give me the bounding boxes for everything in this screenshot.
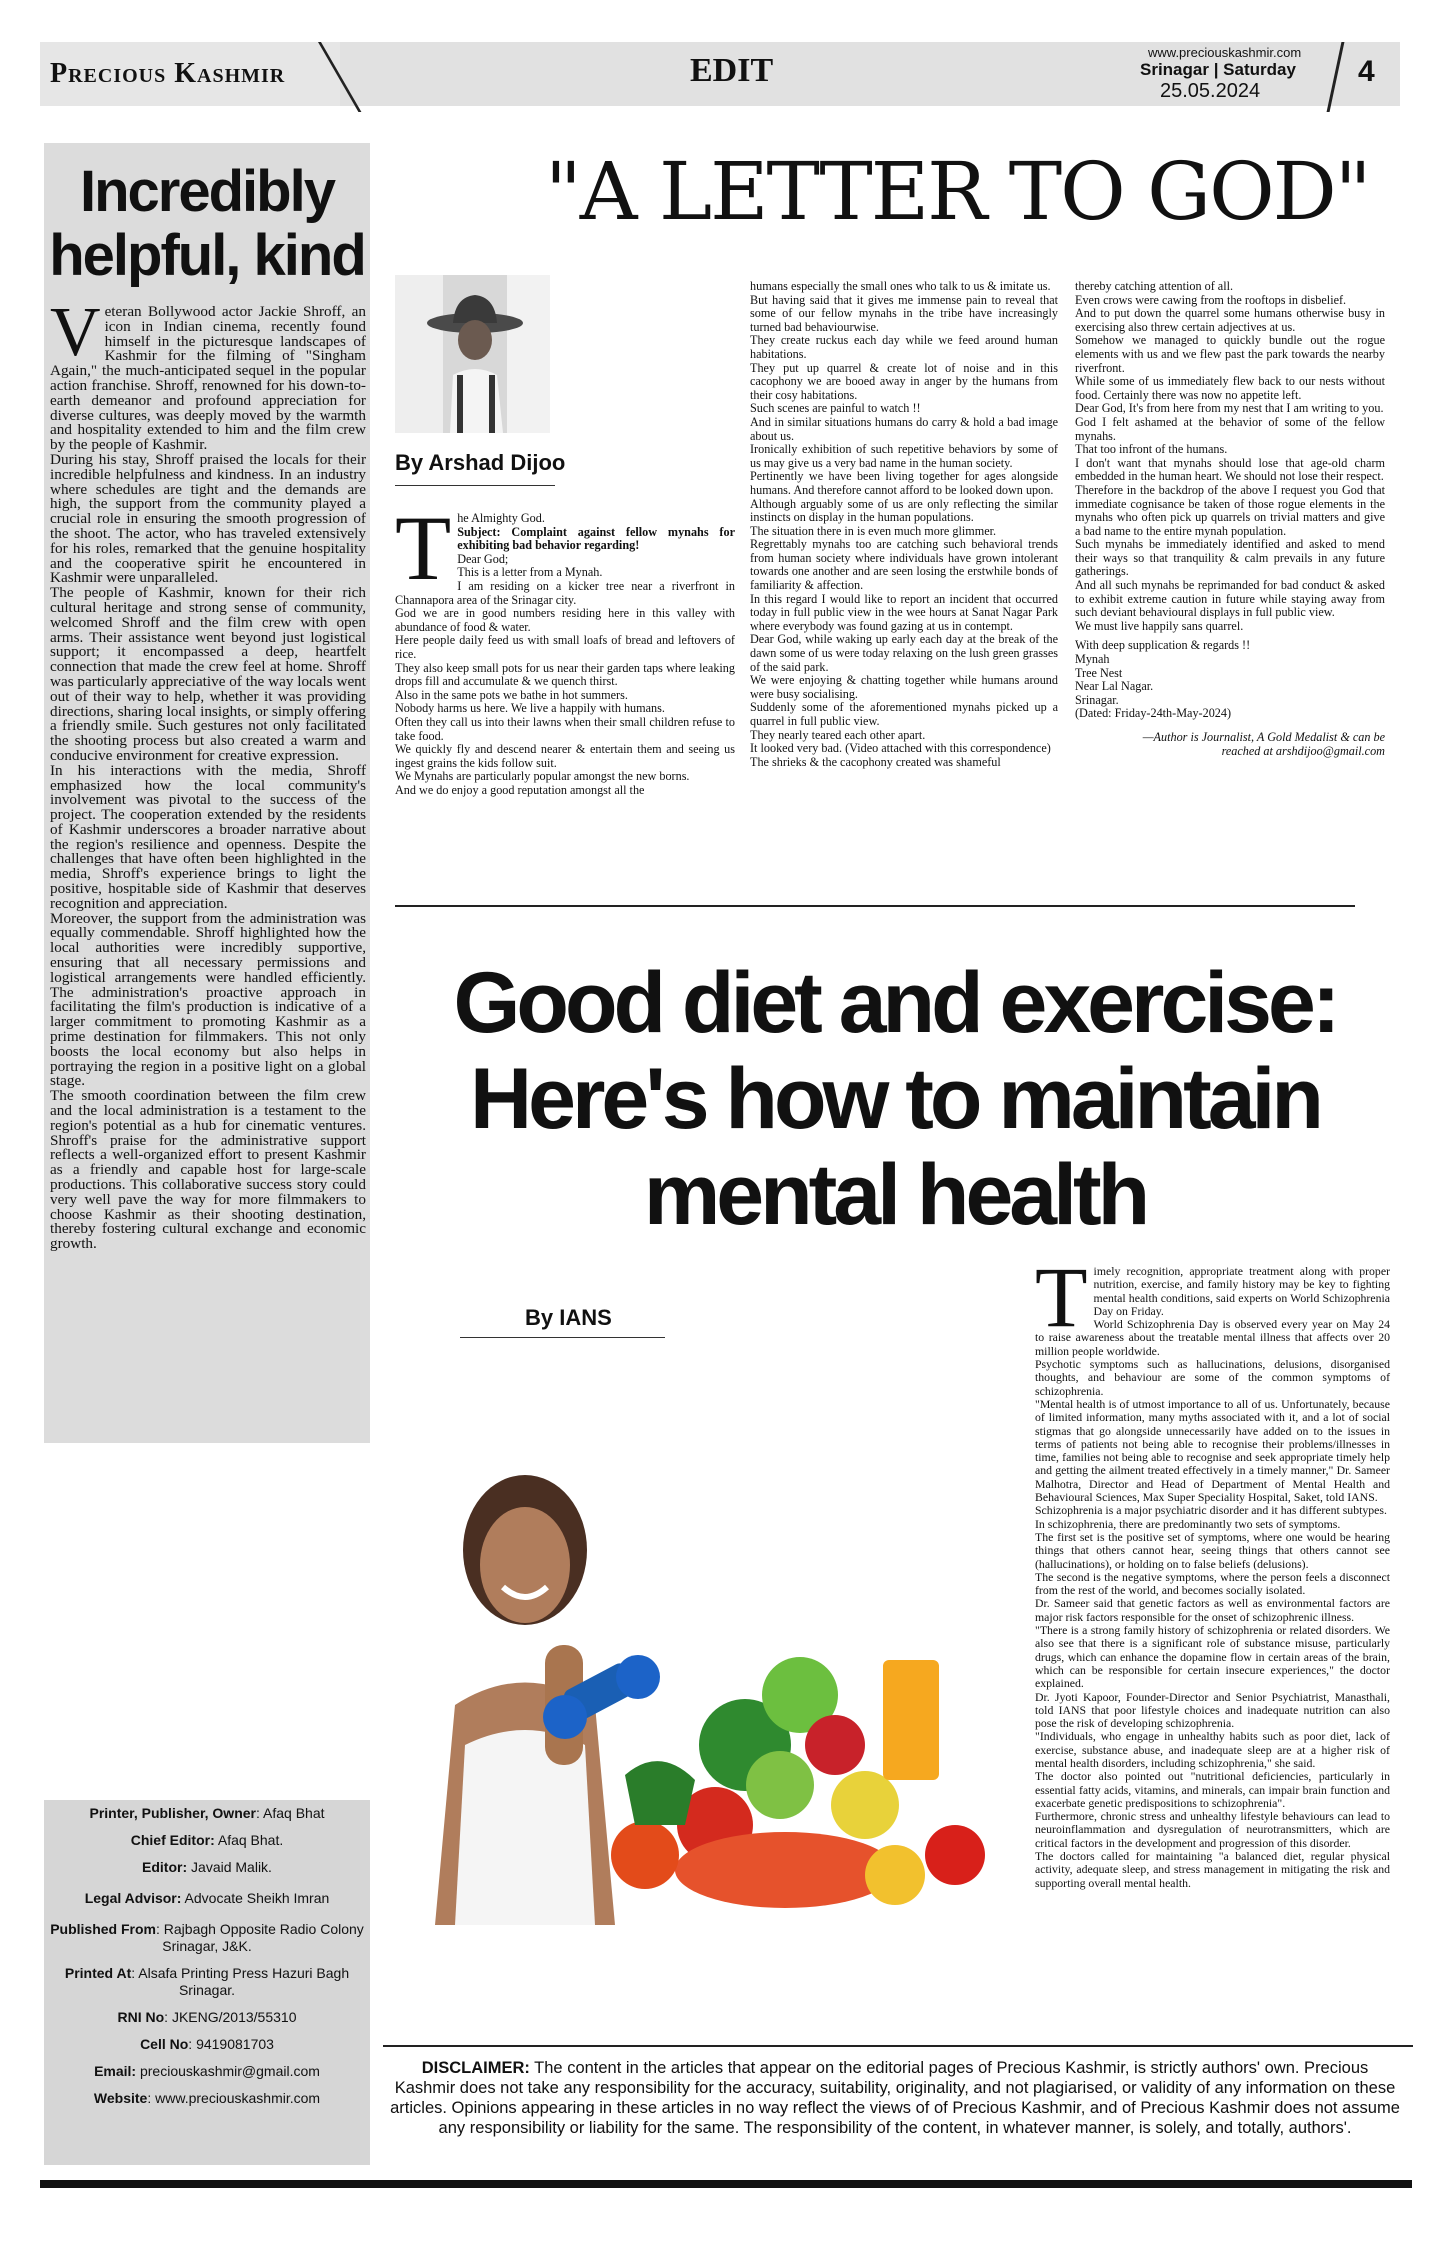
sidebar-body bbox=[50, 294, 366, 1253]
letter-signoff: Mynah bbox=[1075, 652, 1110, 667]
letter-paragraph: They put up quarrel & create lot of noise and in this cacophony we are booed away in anger by the humans from their cosy habitations. bbox=[750, 360, 1058, 402]
diet-paragraph: imely recognition, appropriate treatment along with proper nutrition, exercise, and family history may be key to fighting mental health conditions, said experts on World Schizophrenia Day on Friday. bbox=[1093, 1264, 1390, 1318]
section-label: EDIT bbox=[690, 52, 774, 89]
disclaimer bbox=[390, 2058, 1400, 2138]
diet-paragraph: The second is the negative symptoms, where the person feels a disconnect from the rest of the world, and becomes socially isolated. bbox=[1035, 1569, 1390, 1598]
letter-paragraph: Dear God, while waking up early each day at the break of the dawn some of us were today relaxing on the lush green grasses of the said park. bbox=[750, 632, 1058, 674]
author-note: —Author is Journalist, A Gold Medalist & can be bbox=[1142, 730, 1385, 744]
letter-paragraph: That too infront of the humans. bbox=[1075, 442, 1228, 457]
diet-paragraph: Dr. Sameer said that genetic factors as well as environmental factors are major risk factors responsible for the onset of schizophrenic illness. bbox=[1035, 1596, 1390, 1624]
letter-paragraph: The situation there in is even much more glimmer. bbox=[750, 523, 997, 538]
letter-paragraph: The shrieks & the cacophony created was shameful bbox=[750, 754, 1001, 769]
fitness-photo-icon bbox=[395, 1445, 1000, 1925]
imprint-line: Published From: Rajbagh Opposite Radio Colony Srinagar, J&K. bbox=[50, 1921, 364, 1954]
diet-headline-line: Good diet and exercise: bbox=[453, 955, 1337, 1051]
letter-paragraph: Nobody harms us here. We live a happily with humans. bbox=[395, 701, 665, 716]
letter-dropcap: T bbox=[395, 497, 452, 599]
imprint-line: Editor: Javaid Malik. bbox=[142, 1859, 272, 1875]
diet-paragraph: "Individuals, who engage in unhealthy habits such as poor diet, lack of exercise, substance abuse, and inadequate sleep are at a higher risk of mental health disorders, including schizophrenia," she said. bbox=[1035, 1729, 1390, 1770]
article-divider bbox=[395, 905, 1355, 907]
letter-paragraph: We Mynahs are particularly popular amongst the new borns. bbox=[395, 769, 690, 784]
letter-column-1 bbox=[395, 497, 735, 797]
letter-paragraph: They create ruckus each day while we feed around human habitations. bbox=[750, 333, 1058, 361]
letter-paragraph: thereby catching attention of all. bbox=[1075, 279, 1234, 293]
sidebar-paragraph: In his interactions with the media, Shroff emphasized how the local community's involvement was pivotal to the success of the project. The cooperation extended by the residents of Kashmir underscores a broader narrative about the region's resilience and openness. Despite the challenges that have often been highlighted in the media, Shroff's experience brings to light the positive, hospitable side of Kashmir that deserves recognition and appreciation. bbox=[50, 761, 366, 912]
diet-paragraph: Schizophrenia is a major psychiatric disorder and it has different subtypes. bbox=[1035, 1503, 1387, 1518]
imprint-line[interactable]: Email: preciouskashmir@gmail.com bbox=[94, 2063, 320, 2079]
diet-paragraph: The doctors called for maintaining "a balanced diet, regular physical activity, adequate sleep, and stress management in mitigating the risk and supporting overall mental health. bbox=[1035, 1849, 1390, 1890]
diet-paragraph: "Mental health is of utmost importance to all of us. Unfortunately, because of limited information, many myths associated with it, and a lot of social stigmas that go alongside unnecessarily have added on to the issues in terms of patients not being able to recognise their problems/illnesses in time, families not being able to recognise and seek appropriate timely help and getting the ailment treated effectively in a timely manner," Dr. Sameer Malhotra, Director and Head of Department of Mental Health and Behavioural Sciences, Max Super Speciality Hospital, Saket, told IANS. bbox=[1035, 1396, 1390, 1505]
page-number: 4 bbox=[1358, 55, 1375, 88]
diet-byline: By IANS bbox=[525, 1305, 612, 1330]
dateline: Srinagar | Saturday bbox=[1140, 60, 1296, 79]
letter-paragraph: God we are in good numbers residing here in this valley with abundance of food & water. bbox=[395, 606, 735, 634]
letter-paragraph: Regrettably mynahs too are catching such behavioral trends from human society where individuals have grown intolerant towards one another and are seen losing the erstwhile bonds of familiarity & affection. bbox=[750, 537, 1058, 593]
sidebar-paragraph: The people of Kashmir, known for their rich cultural heritage and strong sense of community, welcomed Shroff and the film crew with open arms. Their assistance went beyond just logistical support; it encompassed a deep, heartfelt connection that made the crew feel at home. Shroff was particularly appreciative of the way locals went out of their way to help, whether it was providing directions, sharing local insights, or simply offering a friendly smile. Such gestures not only facilitated the shooting process but also created a warm and conducive environment for creative expression. bbox=[50, 584, 366, 764]
letter-byline: By Arshad Dijoo bbox=[395, 450, 566, 475]
imprint-line: Legal Advisor: Advocate Sheikh Imran bbox=[84, 1890, 330, 1906]
byline-rule bbox=[460, 1337, 665, 1338]
letter-signoff: (Dated: Friday-24th-May-2024) bbox=[1075, 706, 1232, 721]
letter-paragraph: But having said that it gives me immense pain to reveal that some of our fellow mynahs in the tribe have increasingly turned bad behaviourwise. bbox=[750, 292, 1058, 334]
letter-paragraph: Ironically exhibition of such repetitive behaviors by some of us may give us a very bad name in the human society. bbox=[750, 442, 1058, 470]
letter-paragraph: We quickly fly and descend nearer & entertain them and seeing us ingest grains the kids follow suit. bbox=[395, 742, 735, 770]
letter-paragraph: I don't want that mynahs should lose that age-old charm embedded in the human heart. We should not lose their respect. bbox=[1075, 455, 1385, 484]
letter-paragraph: We were enjoying & chatting together while humans around were busy socialising. bbox=[750, 673, 1058, 701]
sidebar-paragraph: eteran Bollywood actor Jackie Shroff, an icon in Indian cinema, recently found himself in the picturesque landscapes of Kashmir for the filming of "Singham Again," the much-anticipated sequel in the popular action franchise. Shroff, renowned for his down-to-earth demeanor and profound appreciation for diverse cultures, was deeply moved by the warmth and hospitality extended to him and the film crew by the people of Kashmir. bbox=[50, 303, 366, 454]
diet-headline-line: mental health bbox=[643, 1147, 1147, 1243]
diet-paragraph: World Schizophrenia Day is observed every year on May 24 to raise awareness about the treatable mental illness that affects over 20 million people worldwide. bbox=[1035, 1317, 1390, 1358]
letter-paragraph: This is a letter from a Mynah. bbox=[457, 565, 603, 580]
sidebar-paragraph: During his stay, Shroff praised the locals for their incredible helpfulness and kindness. In an industry where schedules are tight and the demands are high, the support from the community played a crucial role in ensuring the smooth progression of the shoot. The actor, who has traveled extensively for his roles, remarked that the genuine hospitality and the cooperative spirit he encountered in Kashmir were unparalleled. bbox=[50, 450, 366, 587]
letter-paragraph: And to put down the quarrel some humans otherwise busy in exercising also threw certain adjectives at us. bbox=[1075, 306, 1385, 334]
letter-signoff: Near Lal Nagar. bbox=[1075, 679, 1154, 694]
letter-signoff: Srinagar. bbox=[1075, 692, 1119, 707]
website-url[interactable]: www.preciouskashmir.com bbox=[1148, 45, 1302, 60]
letter-paragraph: It looked very bad. (Video attached with this correspondence) bbox=[750, 741, 1051, 756]
letter-column-2 bbox=[750, 280, 1058, 769]
letter-paragraph: Also in the same pots we bathe in hot summers. bbox=[395, 687, 628, 702]
diet-paragraph: "There is a strong family history of schizophrenia or related disorders. We also see that there is a significant role of substance misuse, particularly drugs, which can enhance the dopamine flow in certain areas of the brain, which can be responsible for certain insecure experiences," the doctor explained. bbox=[1035, 1623, 1390, 1691]
masthead-title[interactable]: Precious Kashmir bbox=[50, 58, 286, 89]
letter-column-3 bbox=[1075, 280, 1385, 758]
letter-paragraph: Dear God, It's from here from my nest that I am writing to you. bbox=[1075, 401, 1384, 416]
diet-paragraph: The first set is the positive set of symptoms, where one would be hearing things that others cannot hear, seeing things that others cannot see (hallucinations), or holding on to false beliefs (delusions). bbox=[1035, 1529, 1390, 1571]
letter-paragraph: And all such mynahs be reprimanded for bad conduct & asked to exhibit extreme caution in future while staying away from such deviant behavioural displays in full public view. bbox=[1075, 578, 1385, 620]
issue-date: 25.05.2024 bbox=[1160, 80, 1261, 102]
letter-paragraph: And in similar situations humans do carry & hold a bad image about us. bbox=[750, 414, 1058, 443]
letter-paragraph: They nearly teared each other apart. bbox=[750, 727, 926, 742]
disclaimer-divider bbox=[383, 2045, 1413, 2047]
author-photo-icon bbox=[395, 275, 550, 433]
letter-paragraph: Suddenly some of the aforementioned mynahs picked up a quarrel in full public view. bbox=[750, 700, 1058, 728]
sidebar-headline[interactable]: Incredibly helpful, kind bbox=[49, 159, 365, 288]
diet-dropcap: T bbox=[1035, 1249, 1088, 1345]
letter-paragraph: Somehow we managed to quickly bundle out the rogue elements with us and we flew past the park towards the nearby riverfront. bbox=[1075, 333, 1385, 375]
footer-bar bbox=[40, 2180, 1412, 2188]
imprint-line[interactable]: Website: www.preciouskashmir.com bbox=[93, 2090, 321, 2106]
diet-headline[interactable] bbox=[380, 955, 1410, 1243]
imprint-line: Printed At: Alsafa Printing Press Hazuri Bagh Srinagar. bbox=[64, 1965, 350, 1998]
sidebar-dropcap: V bbox=[50, 294, 101, 371]
sidebar-paragraph: Moreover, the support from the administration was equally commendable. Shroff highlighted how the local authorities were incredibly supportive, ensuring that all necessary permissions and logistical arrangements were handled efficiently. The administration's proactive approach in facilitating the film's production is indicative of a larger commitment to promoting Kashmir as a prime destination for filmmakers. This not only boosts the local economy but also helps in portraying the region in a positive light on a global stage. bbox=[50, 909, 366, 1090]
woman-with-dumbbell-and-fruits-photo bbox=[395, 1445, 1000, 1925]
byline-rule bbox=[395, 485, 555, 486]
diet-paragraph: The doctor also pointed out "nutritional deficiencies, particularly in essential fatty acids, vitamins, and minerals, can impair brain function and exacerbate genetic predispositions to schizophrenia". bbox=[1035, 1769, 1390, 1810]
letter-signoff: Tree Nest bbox=[1075, 665, 1123, 680]
diet-paragraph: Dr. Jyoti Kapoor, Founder-Director and Senior Psychiatrist, Manasthali, told IANS that poor lifestyle choices and inadequate nutrition can also pose the risk of developing schizophrenia. bbox=[1035, 1689, 1390, 1731]
imprint bbox=[44, 1805, 370, 2117]
letter-paragraph: Often they call us into their lawns when their small children refuse to take food. bbox=[395, 714, 735, 743]
letter-paragraph: While some of us immediately flew back to our nests without food. Certainly there was now no appetite left. bbox=[1075, 374, 1385, 402]
diet-paragraph: Psychotic symptoms such as hallucinations, delusions, disorganised thoughts, and behaviour are some of the common symptoms of schizophrenia. bbox=[1035, 1357, 1390, 1398]
letter-paragraph: Subject: Complaint against fellow mynahs for exhibiting bad behavior regarding! bbox=[457, 524, 735, 553]
letter-paragraph: Even crows were cawing from the rooftops in disbelief. bbox=[1075, 292, 1347, 307]
letter-signoff: With deep supplication & regards !! bbox=[1075, 638, 1251, 653]
diet-paragraph: In schizophrenia, there are predominantly two sets of symptoms. bbox=[1035, 1516, 1341, 1531]
diet-headline-line: Here's how to maintain bbox=[470, 1051, 1320, 1147]
disclaimer-text: The content in the articles that appear on the editorial pages of Precious Kashmir, is strictly authors' own. Precious Kashmir does not take any responsibility for the accuracy, suitability, originality, and not plagiarised, or validity of any information on these articles. Opinions appearing in these articles in no way reflect the views of of Precious Kashmir, and of Precious Kashmir does not assume any responsibility or liability for the same. The responsibility of the content, in whatever manner, is solely, and totally, authors'. bbox=[390, 2059, 1400, 2137]
letter-paragraph: Here people daily feed us with small loafs of bread and leftovers of rice. bbox=[395, 633, 735, 661]
letter-paragraph: And we do enjoy a good reputation amongst all the bbox=[395, 782, 645, 797]
letter-paragraph: They also keep small pots for us near their garden taps where leaking drops fill and accumulate & we quench thirst. bbox=[395, 660, 735, 689]
letter-title[interactable]: "A LETTER TO GOD" bbox=[545, 145, 1370, 238]
letter-paragraph: he Almighty God. bbox=[457, 511, 545, 525]
imprint-line: Chief Editor: Afaq Bhat. bbox=[130, 1832, 284, 1848]
imprint-line: Printer, Publisher, Owner: Afaq Bhat bbox=[89, 1805, 325, 1821]
diet-paragraph: Furthermore, chronic stress and unhealthy lifestyle behaviours can lead to neuroinflammation and dysregulation of neurotransmitters, which are critical factors in the development and progression of this disorder. bbox=[1035, 1809, 1390, 1850]
diet-body bbox=[1035, 1249, 1390, 1890]
letter-paragraph: Dear God; bbox=[457, 551, 509, 566]
letter-paragraph: Pertinently we have been living together for ages alongside humans. And therefore cannot afford to be looked down upon. bbox=[750, 469, 1058, 497]
letter-paragraph: God I felt ashamed at the behavior of some of the fellow mynahs. bbox=[1075, 414, 1385, 443]
author-photo bbox=[395, 275, 550, 433]
sidebar-paragraph: The smooth coordination between the film crew and the local administration is a testament to the region's potential as a hub for cinematic ventures. Shroff's praise for the administrative support reflects a well-organized effort to present Kashmir as a friendly and capable host for large-scale productions. This collaborative success story could very well pave the way for more filmmakers to choose Kashmir as their shooting destination, thereby fostering cultural exchange and economic growth. bbox=[50, 1087, 366, 1253]
letter-paragraph: I am residing on a kicker tree near a riverfront in Channapora area of the Srinagar city. bbox=[395, 578, 735, 607]
letter-paragraph: Although arguably some of us are only reflecting the similar instincts on display in the human populations. bbox=[750, 496, 1058, 525]
letter-paragraph: humans especially the small ones who talk to us & imitate us. bbox=[750, 279, 1051, 293]
letter-paragraph: We must live happily sans quarrel. bbox=[1075, 618, 1244, 633]
letter-paragraph: Such scenes are painful to watch !! bbox=[750, 401, 921, 416]
letter-paragraph: Such mynahs be immediately identified and asked to mend their ways so that tranquility & calm prevails in any future gatherings. bbox=[1075, 537, 1385, 579]
author-note[interactable]: reached at arshdijoo@gmail.com bbox=[1221, 743, 1385, 758]
imprint-line: RNI No: JKENG/2013/55310 bbox=[117, 2009, 297, 2025]
imprint-line: Cell No: 9419081703 bbox=[140, 2036, 274, 2052]
letter-paragraph: Therefore in the backdrop of the above I request you God that immediate cognisance be taken of those rogue elements in the mynahs who often pick up quarrels on trivial matters and give a bad name to the entire mynah population. bbox=[1075, 482, 1385, 538]
letter-paragraph: In this regard I would like to report an incident that occurred today in full public view in the wee hours at Sanat Nagar Park where everybody was found gazing at us in contempt. bbox=[750, 591, 1058, 633]
disclaimer-label: DISCLAIMER: bbox=[421, 2059, 530, 2077]
